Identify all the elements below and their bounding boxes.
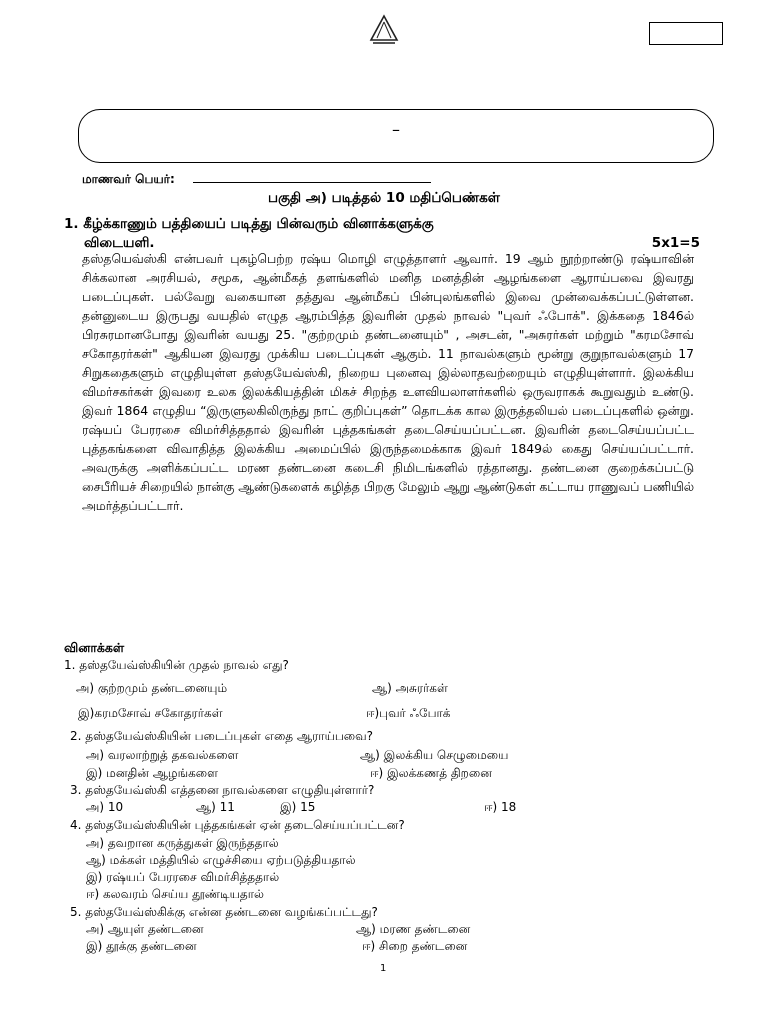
q3-option-b[interactable]: ஆ) 11 [196, 800, 235, 814]
q5-option-d[interactable]: ஈ) சிறை தண்டனை [362, 939, 468, 953]
question-heading-line2: விடையளி. [84, 235, 155, 251]
question-1: 1. தஸ்தயேவ்ஸ்கியின் முதல் நாவல் எது? [64, 658, 289, 672]
q2-option-a[interactable]: அ) வரலாற்றுத் தகவல்களை [86, 748, 239, 762]
reading-passage: தஸ்தயெவ்ஸ்கி என்பவர் புகழ்பெற்ற ரஷ்ய மொழி எழுத்தாளர் ஆவார். 19 ஆம் நூற்றாண்டு ரஷ்யாவின் சிக்கலான அரசியல், சமூக, ஆன்மீகத் தளங்களில் மனித மனத்தின் ஆழங்களை ஆராய்பவை இவரது படைப்புகள். பல்வேறு வகையான தத்துவ ஆன்மீகப் பின்புலங்களில் இவை முன்வைக்கப்பட்டுள்ளன. தன்னுடைய இருபது வயதில் எழுத ஆரம்பித்த இவரின் முதல் நாவல் "புவர் ஃபோக்". இக்கதை 1846ல் பிரசுரமானபோது இவரின் வயது 25. "குற்றமும் தண்டனையும்" , அசடன், "அசுரர்கள் மற்றும் "கரமசோவ் சகோதரர்கள்" ஆகியன இவரது முக்கிய படைப்புகள் ஆகும். 11 நாவல்களும் மூன்று குறுநாவல்களும் 17 சிறுகதைகளும் எழுதியுள்ள தஸ்தயேவ்ஸ்கி, நிறைய புனைவு இல்லாதவற்றையும் எழுதியுள்ளார். இலக்கிய விமர்சகர்கள் இவரை உலக இலக்கியத்தின் மிகச் சிறந்த உளவியலாளர்களில் ஒருவராகக் கூறுவதும் உண்டு. இவர் 1864 எழுதிய “இருளுலகிலிருந்து நாட் குறிப்புகள்” தொடக்க கால இருத்தலியல் படைப்புகளில் ஒன்று. ரஷ்யப் பேரரசை விமர்சித்ததால் இவரின் புத்தகங்கள் தடைசெய்யப்பட்டன. இவரின் தடைசெய்யப்பட்ட புத்தகங்களை விவாதித்த இலக்கிய அமைப்பில் இருந்தமைக்காக இவர் 1849ல் கைது செய்யப்பட்டார். அவருக்கு அளிக்கப்பட்ட மரண தண்டனை கடைசி நிமிடங்களில் ரத்தானது. தண்டனை குறைக்கப்பட்டு சைபீரியச் சிறையில் நான்கு ஆண்டுகளைக் கழித்த பிறகு மேலும் ஆறு ஆண்டுகள் கட்டாய ராணுவப் பணியில் அமர்த்தப்பட்டார். [82, 251, 694, 513]
question-heading-line1: 1. கீழ்க்காணும் பத்தியைப் படித்து பின்வரும் வினாக்களுக்கு [64, 216, 434, 232]
student-name-field[interactable] [193, 172, 431, 183]
student-name-label: மாணவர் பெயர்: [82, 172, 175, 186]
question-2: 2. தஸ்தயேவ்ஸ்கியின் படைப்புகள் எதை ஆராய்பவை? [70, 729, 374, 743]
q2-option-b[interactable]: ஆ) இலக்கிய செழுமையை [360, 748, 509, 762]
question-5: 5. தஸ்தயேவ்ஸ்கிக்கு என்ன தண்டனை வழங்கப்பட்டது? [70, 905, 378, 919]
school-logo-icon [367, 14, 401, 48]
q4-option-d[interactable]: ஈ) கலவரம் செய்ய தூண்டியதால் [86, 887, 264, 901]
questions-label: வினாக்கள் [64, 640, 125, 655]
index-number-box[interactable] [649, 22, 723, 45]
q3-option-a[interactable]: அ) 10 [86, 800, 124, 814]
q5-option-b[interactable]: ஆ) மரண தண்டனை [356, 922, 471, 936]
page-number: 1 [380, 963, 387, 974]
q1-option-d[interactable]: ஈ)புவர் ஃபோக் [366, 706, 451, 720]
q2-option-d[interactable]: ஈ) இலக்கணத் திறனை [370, 766, 492, 780]
question-4: 4. தஸ்தயேவ்ஸ்கியின் புத்தகங்கள் ஏன் தடைசெய்யப்பட்டன? [70, 818, 405, 832]
q5-option-c[interactable]: இ) தூக்கு தண்டனை [86, 939, 197, 953]
q2-option-c[interactable]: இ) மனதின் ஆழங்களை [86, 766, 218, 780]
q3-option-c[interactable]: இ) 15 [280, 800, 316, 814]
q4-option-c[interactable]: இ) ரஷ்யப் பேரரசை விமர்சித்ததால் [86, 870, 280, 884]
q3-option-d[interactable]: ஈ) 18 [484, 800, 517, 814]
q1-option-c[interactable]: இ)கரமசோவ் சகோதரர்கள் [78, 706, 223, 720]
title-dash: – [392, 120, 400, 139]
student-name-row [82, 172, 431, 188]
question-3: 3. தஸ்தயேவ்ஸ்கி எத்தனை நாவல்களை எழுதியுள்ளார்? [70, 783, 375, 797]
q4-option-a[interactable]: அ) தவறான கருத்துகள் இருந்ததால் [86, 836, 279, 850]
question-marks: 5x1=5 [651, 235, 700, 251]
q4-option-b[interactable]: ஆ) மக்கள் மத்தியில் எழுச்சியை ஏற்படுத்தியதால் [86, 853, 356, 867]
question-heading [64, 215, 700, 253]
q5-option-a[interactable]: அ) ஆயுள் தண்டனை [86, 922, 204, 936]
q1-option-a[interactable]: அ) குற்றமும் தண்டனையும் [76, 681, 228, 695]
q1-option-b[interactable]: ஆ) அசுரர்கள் [372, 681, 448, 695]
title-box [78, 109, 714, 163]
section-title: பகுதி அ) படித்தல் 10 மதிப்பெண்கள் [268, 190, 500, 206]
